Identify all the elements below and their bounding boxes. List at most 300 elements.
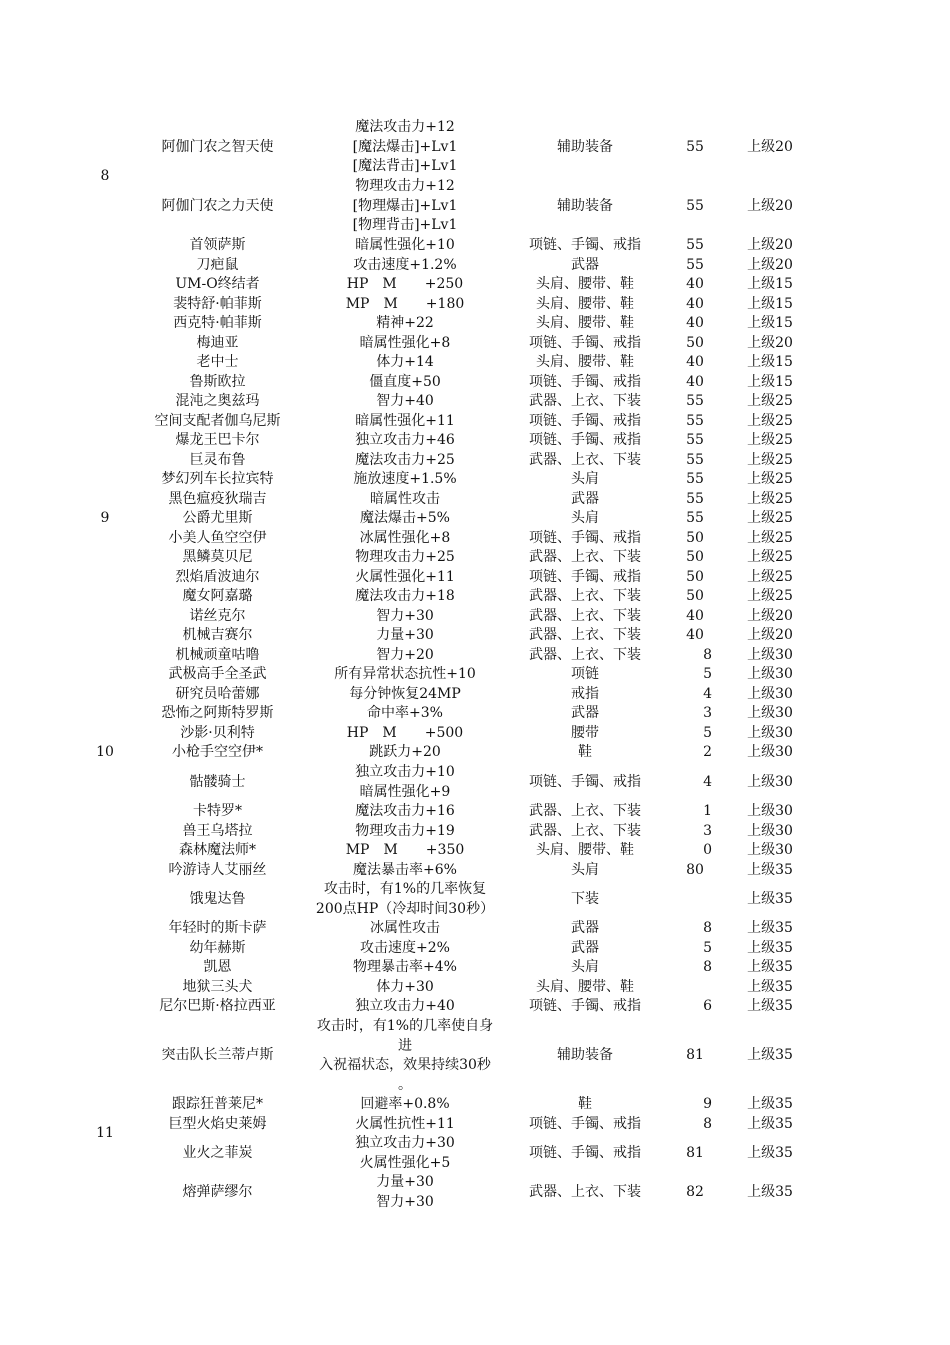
- card-level: 8: [703, 1116, 712, 1132]
- card-slot: 头肩、腰带、鞋: [536, 354, 634, 370]
- card-name: 西克特·帕菲斯: [173, 315, 262, 331]
- table-row: [0, 607, 950, 627]
- table-row: [0, 1134, 950, 1173]
- card-name: 地狱三头犬: [182, 979, 253, 995]
- card-slot: 武器、上衣、下装: [529, 549, 641, 565]
- card-level: 80: [686, 862, 704, 878]
- card-upgrade: 上级20: [747, 627, 793, 643]
- card-effect: [310, 118, 500, 177]
- card-effect-line: [物理背击]+Lv1: [352, 217, 458, 233]
- card-name: 公爵尤里斯: [182, 510, 253, 526]
- card-level: 81: [686, 1144, 704, 1161]
- card-effect-line: 回避率+0.8%: [360, 1096, 450, 1112]
- card-name: 巨灵布鲁: [189, 452, 246, 468]
- card-upgrade: 上级20: [747, 237, 793, 253]
- card-effect-line: 。: [398, 1076, 412, 1093]
- card-effect: [310, 587, 500, 607]
- card-effect-line: HP M +250: [346, 276, 464, 292]
- card-upgrade: 上级20: [747, 138, 793, 155]
- card-upgrade: 上级30: [747, 803, 793, 819]
- card-slot: 项链、手镯、戒指: [529, 335, 641, 351]
- card-effect-line: 魔法攻击力+16: [355, 803, 455, 819]
- card-effect: [310, 919, 500, 939]
- table-row: [0, 880, 950, 919]
- card-name: 阿伽门农之智天使: [161, 138, 274, 155]
- table-row: [0, 724, 950, 744]
- card-effect: [310, 626, 500, 646]
- table-row: [0, 861, 950, 881]
- card-effect: [310, 646, 500, 666]
- card-level: 81: [686, 1047, 704, 1064]
- card-slot: 头肩、腰带、鞋: [536, 979, 634, 995]
- card-name: 卡特罗*: [193, 803, 242, 819]
- table-row: [0, 295, 950, 315]
- card-slot: 头肩、腰带、鞋: [536, 296, 634, 312]
- card-slot: 武器: [571, 940, 599, 956]
- card-effect: [310, 373, 500, 393]
- table-row: [0, 958, 950, 978]
- card-slot: 项链、手镯、戒指: [529, 1144, 641, 1161]
- card-effect-line: 物理暴击率+4%: [353, 959, 457, 975]
- table-row: [0, 763, 950, 802]
- card-effect-line: 体力+14: [376, 354, 434, 370]
- card-upgrade: 上级25: [747, 471, 793, 487]
- card-level: [670, 978, 720, 998]
- card-effect-line: 暗属性强化+9: [359, 783, 451, 800]
- card-upgrade: 上级25: [747, 452, 793, 468]
- card-name: 饿鬼达鲁: [189, 890, 246, 907]
- card-effect: [310, 353, 500, 373]
- table-row: [0, 685, 950, 705]
- card-upgrade: 上级25: [747, 413, 793, 429]
- table-row: [0, 236, 950, 256]
- card-level: 55: [686, 432, 704, 448]
- card-effect-line: 每分钟恢复24MP: [349, 686, 461, 702]
- card-effect-line: 力量+30: [376, 1174, 434, 1190]
- card-slot: 项链、手镯、戒指: [529, 374, 641, 390]
- card-upgrade: 上级30: [747, 705, 793, 721]
- card-upgrade: 上级30: [747, 686, 793, 702]
- card-name: 小美人鱼空空伊: [168, 530, 267, 546]
- card-name: 阿伽门农之力天使: [161, 197, 274, 214]
- card-effect-line: 智力+30: [376, 1193, 434, 1210]
- card-effect: [310, 509, 500, 529]
- card-slot: 头肩: [571, 862, 599, 878]
- table-row: [0, 334, 950, 354]
- table-row: [0, 587, 950, 607]
- card-effect: [310, 665, 500, 685]
- table-row: [0, 118, 950, 177]
- card-name: 沙影·贝利特: [180, 725, 255, 741]
- card-effect-line: 独立攻击力+40: [355, 998, 455, 1014]
- card-effect: [310, 978, 500, 998]
- card-level: 82: [686, 1183, 704, 1200]
- card-level: 55: [686, 393, 704, 409]
- card-upgrade: 上级20: [747, 197, 793, 214]
- card-level: 0: [703, 842, 712, 858]
- card-slot: 武器、上衣、下装: [529, 393, 641, 409]
- card-effect: [310, 334, 500, 354]
- card-effect: [310, 685, 500, 705]
- card-name: 小枪手空空伊*: [172, 744, 263, 760]
- card-level: 50: [686, 569, 704, 585]
- card-level: 8: [703, 920, 712, 936]
- card-effect: [310, 412, 500, 432]
- card-level: 5: [703, 666, 712, 682]
- card-name: 骷髅骑士: [189, 773, 246, 790]
- card-effect-line: 智力+20: [376, 647, 434, 663]
- card-upgrade: 上级25: [747, 569, 793, 585]
- table-row: [0, 626, 950, 646]
- card-slot: 武器、上衣、下装: [529, 803, 641, 819]
- card-effect: [310, 724, 500, 744]
- table-row: [0, 1115, 950, 1135]
- table-row: [0, 568, 950, 588]
- card-slot: 头肩: [571, 471, 599, 487]
- card-effect-line: 跳跃力+20: [369, 744, 441, 760]
- card-effect: [310, 841, 500, 861]
- card-effect: [310, 607, 500, 627]
- table-row: [0, 373, 950, 393]
- card-upgrade: 上级25: [747, 588, 793, 604]
- table-row: [0, 1095, 950, 1115]
- card-effect-line: MP M +350: [345, 842, 465, 858]
- card-level: 3: [703, 823, 712, 839]
- card-level: 50: [686, 588, 704, 604]
- table-row: [0, 314, 950, 334]
- card-level: [670, 880, 720, 919]
- card-effect: [310, 1095, 500, 1115]
- card-effect-line: 施放速度+1.5%: [353, 471, 457, 487]
- card-slot: 头肩: [571, 959, 599, 975]
- card-upgrade: 上级15: [747, 276, 793, 292]
- card-name: 巨型火焰史莱姆: [168, 1116, 267, 1132]
- card-name: 凯恩: [203, 959, 232, 975]
- table-row: [0, 997, 950, 1017]
- card-effect-line: 僵直度+50: [369, 374, 441, 390]
- card-level: 2: [703, 744, 712, 760]
- card-effect-line: 物理攻击力+12: [355, 178, 455, 194]
- table-row: [0, 704, 950, 724]
- card-slot: 项链、手镯、戒指: [529, 413, 641, 429]
- card-effect-line: 独立攻击力+30: [355, 1135, 455, 1151]
- card-slot: 辅助装备: [557, 1047, 613, 1064]
- card-effect: [310, 236, 500, 256]
- card-effect-line: 火属性强化+5: [359, 1154, 451, 1171]
- card-effect-line: 独立攻击力+10: [355, 764, 455, 780]
- card-slot: 项链、手镯、戒指: [529, 432, 641, 448]
- card-slot: 鞋: [578, 744, 592, 760]
- card-level: 55: [686, 413, 704, 429]
- card-upgrade: 上级35: [747, 959, 793, 975]
- card-level: 55: [686, 197, 704, 214]
- card-upgrade: 上级30: [747, 744, 793, 760]
- card-slot: 项链、手镯、戒指: [529, 530, 641, 546]
- card-effect: [310, 548, 500, 568]
- card-upgrade: 上级15: [747, 374, 793, 390]
- card-name: 武极高手全圣武: [168, 666, 267, 682]
- group-number: 11: [96, 1125, 114, 1141]
- card-upgrade: 上级30: [747, 647, 793, 663]
- card-upgrade: 上级35: [747, 998, 793, 1014]
- card-effect-line: 命中率+3%: [367, 705, 443, 721]
- card-name: 跟踪狂普莱尼*: [172, 1096, 263, 1112]
- card-slot: 头肩、腰带、鞋: [536, 276, 634, 292]
- table-row: [0, 490, 950, 510]
- table-row: [0, 353, 950, 373]
- card-slot: 腰带: [571, 725, 599, 741]
- card-slot: 项链、手镯、戒指: [529, 237, 641, 253]
- card-effect: [310, 763, 500, 802]
- card-slot: 武器、上衣、下装: [529, 627, 641, 643]
- card-effect-line: 攻击时，有1%的几率恢复: [323, 881, 487, 897]
- card-effect-line: 力量+30: [376, 627, 434, 643]
- card-level: 40: [686, 374, 704, 390]
- table-row: [0, 665, 950, 685]
- card-slot: 项链: [571, 666, 599, 682]
- card-effect-line: 冰属性攻击: [370, 920, 440, 936]
- card-upgrade: 上级30: [747, 823, 793, 839]
- card-level: 4: [703, 686, 712, 702]
- card-effect: [310, 256, 500, 276]
- card-level: 40: [686, 627, 704, 643]
- card-name: 梅迪亚: [196, 335, 239, 351]
- card-slot: 武器: [571, 257, 599, 273]
- card-effect-line: [魔法爆击]+Lv1: [352, 138, 458, 155]
- card-name: 尼尔巴斯·格拉西亚: [159, 998, 276, 1014]
- card-effect: [310, 939, 500, 959]
- card-level: 1: [703, 803, 712, 819]
- card-slot: 武器、上衣、下装: [529, 452, 641, 468]
- card-slot: 武器、上衣、下装: [529, 608, 641, 624]
- card-name: 吟游诗人艾丽丝: [168, 862, 267, 878]
- card-effect-line: 攻击速度+1.2%: [353, 257, 457, 273]
- card-upgrade: 上级35: [747, 1183, 793, 1200]
- card-upgrade: 上级30: [747, 725, 793, 741]
- card-level: 9: [703, 1096, 712, 1112]
- card-upgrade: 上级35: [747, 1096, 793, 1112]
- group-number: 9: [100, 510, 110, 526]
- card-effect: [310, 490, 500, 510]
- table-row: [0, 919, 950, 939]
- table-row: [0, 978, 950, 998]
- card-name: 黑鳞莫贝尼: [182, 549, 253, 565]
- card-level: 3: [703, 705, 712, 721]
- card-effect: [310, 314, 500, 334]
- card-effect-line: 冰属性强化+8: [359, 530, 451, 546]
- card-effect: [310, 470, 500, 490]
- card-slot: 武器: [571, 491, 599, 507]
- card-upgrade: 上级35: [747, 1116, 793, 1132]
- card-slot: 武器: [571, 705, 599, 721]
- card-level: 55: [686, 491, 704, 507]
- card-upgrade: 上级35: [747, 890, 793, 907]
- card-effect: [310, 431, 500, 451]
- card-slot: 头肩: [571, 510, 599, 526]
- card-name: 恐怖之阿斯特罗斯: [161, 705, 274, 721]
- card-effect: [310, 822, 500, 842]
- card-effect-line: MP M +180: [345, 296, 465, 312]
- card-level: 8: [703, 647, 712, 663]
- card-effect-line: 物理攻击力+19: [355, 823, 455, 839]
- card-level: 4: [703, 773, 712, 790]
- table-row: [0, 529, 950, 549]
- card-effect-line: 魔法攻击力+25: [355, 452, 455, 468]
- card-level: 5: [703, 940, 712, 956]
- card-upgrade: 上级25: [747, 530, 793, 546]
- card-effect: [310, 1115, 500, 1135]
- card-upgrade: 上级15: [747, 296, 793, 312]
- card-effect: [310, 275, 500, 295]
- card-effect: [310, 295, 500, 315]
- card-level: 55: [686, 257, 704, 273]
- card-upgrade: 上级20: [747, 608, 793, 624]
- card-name: 首领萨斯: [189, 237, 246, 253]
- table-row: [0, 256, 950, 276]
- card-upgrade: 上级30: [747, 842, 793, 858]
- card-slot: 戒指: [571, 686, 599, 702]
- card-name: 黑色瘟疫狄瑞吉: [168, 491, 267, 507]
- card-name: 烈焰盾波迪尔: [175, 569, 260, 585]
- table-row: [0, 177, 950, 236]
- table-row: [0, 451, 950, 471]
- card-name: 突击队长兰蒂卢斯: [161, 1047, 274, 1064]
- card-effect-line: 火属性强化+11: [355, 569, 455, 585]
- card-effect-line: 暗属性强化+11: [355, 413, 455, 429]
- card-effect: [310, 880, 500, 919]
- card-effect-line: 进: [398, 1037, 412, 1054]
- card-name: 刀疤鼠: [196, 257, 239, 273]
- card-effect: [310, 1173, 500, 1212]
- card-name: UM-O终结者: [175, 276, 260, 292]
- card-level: 55: [686, 510, 704, 526]
- card-effect-line: 入祝福状态，效果持续30秒: [319, 1057, 491, 1073]
- card-effect: [310, 861, 500, 881]
- card-effect: [310, 392, 500, 412]
- card-effect-line: 智力+40: [376, 393, 434, 409]
- card-level: 5: [703, 725, 712, 741]
- card-upgrade: 上级30: [747, 666, 793, 682]
- card-name: 森林魔法师*: [179, 842, 256, 858]
- card-effect-line: [物理爆击]+Lv1: [352, 197, 458, 214]
- card-name: 裴特舒·帕菲斯: [173, 296, 262, 312]
- card-slot: 头肩、腰带、鞋: [536, 315, 634, 331]
- card-effect-line: 魔法攻击力+18: [355, 588, 455, 604]
- table-row: [0, 743, 950, 763]
- card-effect: [310, 704, 500, 724]
- card-effect-line: 200点HP（冷却时间30秒）: [315, 900, 495, 917]
- card-effect-line: 暗属性强化+8: [359, 335, 451, 351]
- card-slot: 武器、上衣、下装: [529, 647, 641, 663]
- card-name: 幼年赫斯: [189, 940, 246, 956]
- card-effect-line: HP M +500: [346, 725, 464, 741]
- card-effect-line: [魔法背击]+Lv1: [352, 158, 458, 174]
- card-effect: [310, 177, 500, 236]
- card-effect-line: 火属性抗性+11: [355, 1116, 455, 1132]
- card-effect-line: 暗属性攻击: [370, 491, 440, 507]
- card-slot: 武器: [571, 920, 599, 936]
- card-name: 业火之菲炭: [182, 1144, 253, 1161]
- card-effect-line: 物理攻击力+25: [355, 549, 455, 565]
- card-effect-line: 精神+22: [376, 315, 434, 331]
- card-level: 40: [686, 296, 704, 312]
- card-effect: [310, 568, 500, 588]
- card-name: 诺丝克尔: [189, 608, 246, 624]
- card-upgrade: 上级25: [747, 432, 793, 448]
- card-name: 机械顽童咕噜: [175, 647, 260, 663]
- card-slot: 项链、手镯、戒指: [529, 569, 641, 585]
- card-effect-line: 独立攻击力+46: [355, 432, 455, 448]
- card-effect-line: 魔法爆击+5%: [360, 510, 450, 526]
- card-slot: 武器、上衣、下装: [529, 1183, 641, 1200]
- card-level: 8: [703, 959, 712, 975]
- card-level: 40: [686, 315, 704, 331]
- card-level: 40: [686, 608, 704, 624]
- card-effect-line: 攻击速度+2%: [360, 940, 450, 956]
- card-slot: 头肩、腰带、鞋: [536, 842, 634, 858]
- card-name: 混沌之奥兹玛: [175, 393, 260, 409]
- card-effect-line: 攻击时，有1%的几率使自身: [316, 1018, 494, 1034]
- table-row: [0, 646, 950, 666]
- card-level: 40: [686, 354, 704, 370]
- card-name: 熔弹萨缪尔: [182, 1183, 253, 1200]
- card-effect-line: 体力+30: [376, 979, 434, 995]
- card-name: 兽王乌塔拉: [182, 823, 253, 839]
- table-row: [0, 1017, 950, 1095]
- table-row: [0, 802, 950, 822]
- card-level: 55: [686, 237, 704, 253]
- card-upgrade: 上级20: [747, 335, 793, 351]
- table-row: [0, 939, 950, 959]
- card-level: 55: [686, 452, 704, 468]
- card-effect-line: 智力+30: [376, 608, 434, 624]
- card-slot: 下装: [571, 890, 599, 907]
- table-row: [0, 1173, 950, 1212]
- card-upgrade: 上级35: [747, 1144, 793, 1161]
- card-level: 6: [703, 998, 712, 1014]
- card-upgrade: 上级20: [747, 257, 793, 273]
- card-upgrade: 上级25: [747, 510, 793, 526]
- card-name: 机械吉赛尔: [182, 627, 253, 643]
- card-upgrade: 上级30: [747, 773, 793, 790]
- group-number: 10: [96, 744, 114, 760]
- group-number: 8: [100, 168, 110, 184]
- card-slot: 鞋: [578, 1096, 592, 1112]
- card-slot: 项链、手镯、戒指: [529, 773, 641, 790]
- card-slot: 辅助装备: [557, 197, 613, 214]
- card-upgrade: 上级35: [747, 979, 793, 995]
- card-level: 50: [686, 335, 704, 351]
- card-level: 55: [686, 138, 704, 155]
- card-name: 鲁斯欧拉: [189, 374, 246, 390]
- card-effect: [310, 802, 500, 822]
- card-effect: [310, 451, 500, 471]
- card-effect-line: 魔法暴击率+6%: [353, 862, 457, 878]
- card-effect-line: 所有异常状态抗性+10: [334, 666, 476, 682]
- table-row: [0, 548, 950, 568]
- card-effect: [310, 997, 500, 1017]
- card-upgrade: 上级35: [747, 940, 793, 956]
- card-name: 研究员哈蕾娜: [175, 686, 260, 702]
- card-level: 55: [686, 471, 704, 487]
- card-effect: [310, 743, 500, 763]
- table-row: [0, 470, 950, 490]
- table-row: [0, 412, 950, 432]
- card-level: 40: [686, 276, 704, 292]
- card-upgrade: 上级35: [747, 920, 793, 936]
- table-row: [0, 275, 950, 295]
- card-name: 空间支配者伽乌尼斯: [154, 413, 281, 429]
